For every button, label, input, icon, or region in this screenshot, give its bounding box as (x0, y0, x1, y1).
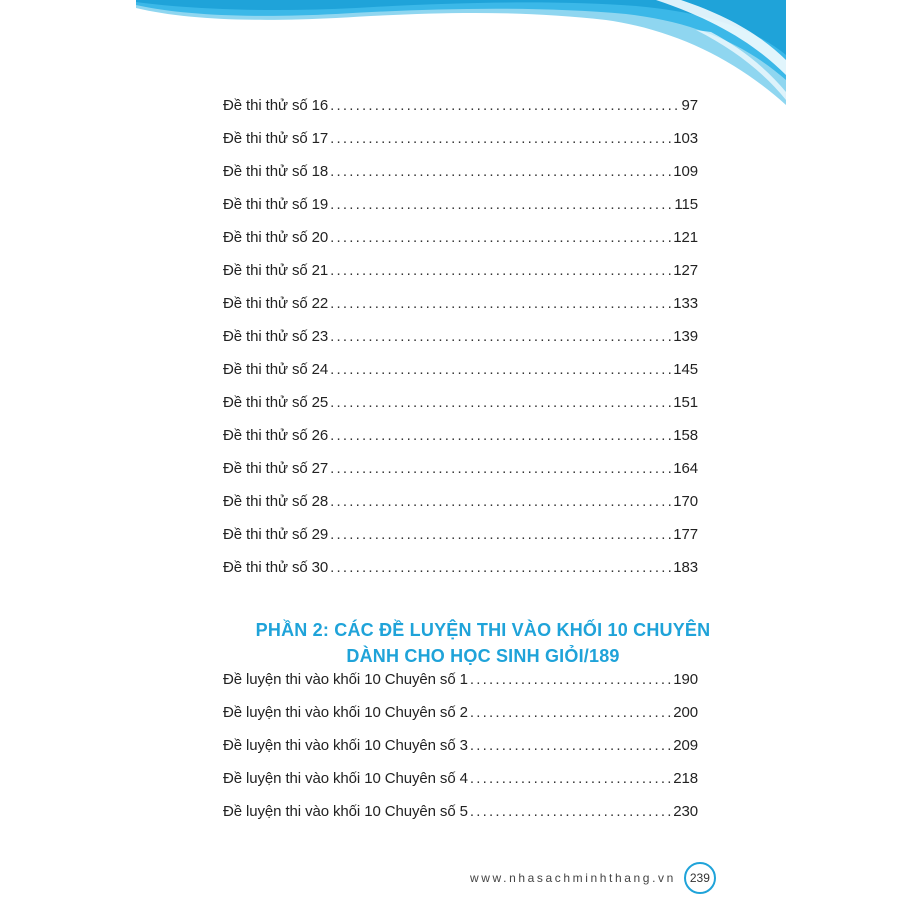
toc-entry-title: Đề thi thử số 24 (223, 361, 329, 378)
section-2-title-line-1: PHẦN 2: CÁC ĐỀ LUYỆN THI VÀO KHỐI 10 CHUYÊN (255, 620, 711, 640)
toc-entry-title: Đề thi thử số 22 (223, 295, 329, 312)
toc-entry-title: Đề luyện thi vào khối 10 Chuyên số 4 (223, 770, 468, 787)
toc-entry-page: 218 (673, 770, 698, 787)
toc-entry (223, 295, 698, 328)
toc-entry-title: Đề thi thử số 25 (223, 394, 329, 411)
toc-entry-page: 151 (673, 394, 698, 411)
dot-leader (330, 493, 671, 510)
toc-entry-page: 177 (673, 526, 698, 543)
dot-leader (470, 671, 671, 688)
table-of-contents-part-1 (223, 97, 698, 592)
section-2-heading (223, 617, 743, 669)
dot-leader (330, 130, 671, 147)
toc-entry (223, 671, 698, 704)
page-footer (470, 862, 716, 894)
toc-entry-page: 230 (673, 803, 698, 820)
toc-entry-page: 109 (673, 163, 698, 180)
toc-entry-title: Đề thi thử số 21 (223, 262, 329, 279)
page-number-badge (684, 862, 716, 894)
toc-entry (223, 130, 698, 163)
toc-entry-page: 145 (673, 361, 698, 378)
toc-entry (223, 229, 698, 262)
dot-leader (330, 427, 671, 444)
toc-entry-title: Đề thi thử số 19 (223, 196, 329, 213)
toc-entry-page: 164 (673, 460, 698, 477)
dot-leader (330, 559, 671, 576)
toc-entry-title: Đề luyện thi vào khối 10 Chuyên số 2 (223, 704, 468, 721)
toc-entry-page: 139 (673, 328, 698, 345)
toc-entry-page: 158 (673, 427, 698, 444)
toc-entry (223, 262, 698, 295)
toc-entry (223, 493, 698, 526)
toc-entry-title: Đề luyện thi vào khối 10 Chuyên số 3 (223, 737, 468, 754)
toc-entry (223, 770, 698, 803)
page-number: 239 (689, 871, 710, 885)
dot-leader (470, 704, 671, 721)
dot-leader (330, 262, 671, 279)
toc-entry-page: 200 (673, 704, 698, 721)
toc-entry-title: Đề thi thử số 26 (223, 427, 329, 444)
section-2-title-line-2: DÀNH CHO HỌC SINH GIỎI/189 (346, 646, 620, 666)
toc-entry-title: Đề thi thử số 18 (223, 163, 329, 180)
website-url: www.nhasachminhthang.vn (470, 871, 676, 885)
toc-entry-title: Đề thi thử số 17 (223, 130, 329, 147)
toc-entry (223, 460, 698, 493)
toc-entry (223, 163, 698, 196)
toc-entry-title: Đề luyện thi vào khối 10 Chuyên số 5 (223, 803, 468, 820)
toc-entry-title: Đề thi thử số 28 (223, 493, 329, 510)
toc-entry-page: 127 (673, 262, 698, 279)
toc-entry-title: Đề thi thử số 27 (223, 460, 329, 477)
toc-entry-page: 209 (673, 737, 698, 754)
toc-entry (223, 196, 698, 229)
toc-entry-page: 133 (673, 295, 698, 312)
toc-entry-title: Đề luyện thi vào khối 10 Chuyên số 1 (223, 671, 468, 688)
toc-entry (223, 737, 698, 770)
toc-entry-page: 115 (674, 196, 698, 213)
dot-leader (330, 196, 672, 213)
toc-entry-page: 183 (673, 559, 698, 576)
toc-entry-title: Đề thi thử số 29 (223, 526, 329, 543)
toc-entry (223, 427, 698, 460)
dot-leader (470, 737, 671, 754)
toc-entry (223, 361, 698, 394)
toc-entry-title: Đề thi thử số 20 (223, 229, 329, 246)
toc-entry-title: Đề thi thử số 23 (223, 328, 329, 345)
header-wave-decoration (136, 0, 786, 110)
table-of-contents-part-2 (223, 671, 698, 836)
dot-leader (330, 229, 671, 246)
dot-leader (330, 460, 671, 477)
dot-leader (330, 394, 671, 411)
dot-leader (330, 163, 671, 180)
dot-leader (330, 328, 671, 345)
toc-entry (223, 328, 698, 361)
toc-entry (223, 704, 698, 737)
toc-entry (223, 394, 698, 427)
toc-entry-title: Đề thi thử số 16 (223, 97, 329, 114)
toc-entry-page: 97 (681, 97, 698, 114)
toc-entry-page: 103 (673, 130, 698, 147)
dot-leader (470, 770, 671, 787)
toc-entry (223, 526, 698, 559)
toc-entry-page: 190 (673, 671, 698, 688)
toc-entry (223, 803, 698, 836)
dot-leader (470, 803, 671, 820)
toc-entry-title: Đề thi thử số 30 (223, 559, 329, 576)
toc-entry (223, 97, 698, 130)
toc-entry-page: 170 (673, 493, 698, 510)
dot-leader (330, 295, 671, 312)
toc-entry-page: 121 (673, 229, 698, 246)
dot-leader (330, 97, 679, 114)
dot-leader (330, 361, 671, 378)
dot-leader (330, 526, 671, 543)
toc-entry (223, 559, 698, 592)
